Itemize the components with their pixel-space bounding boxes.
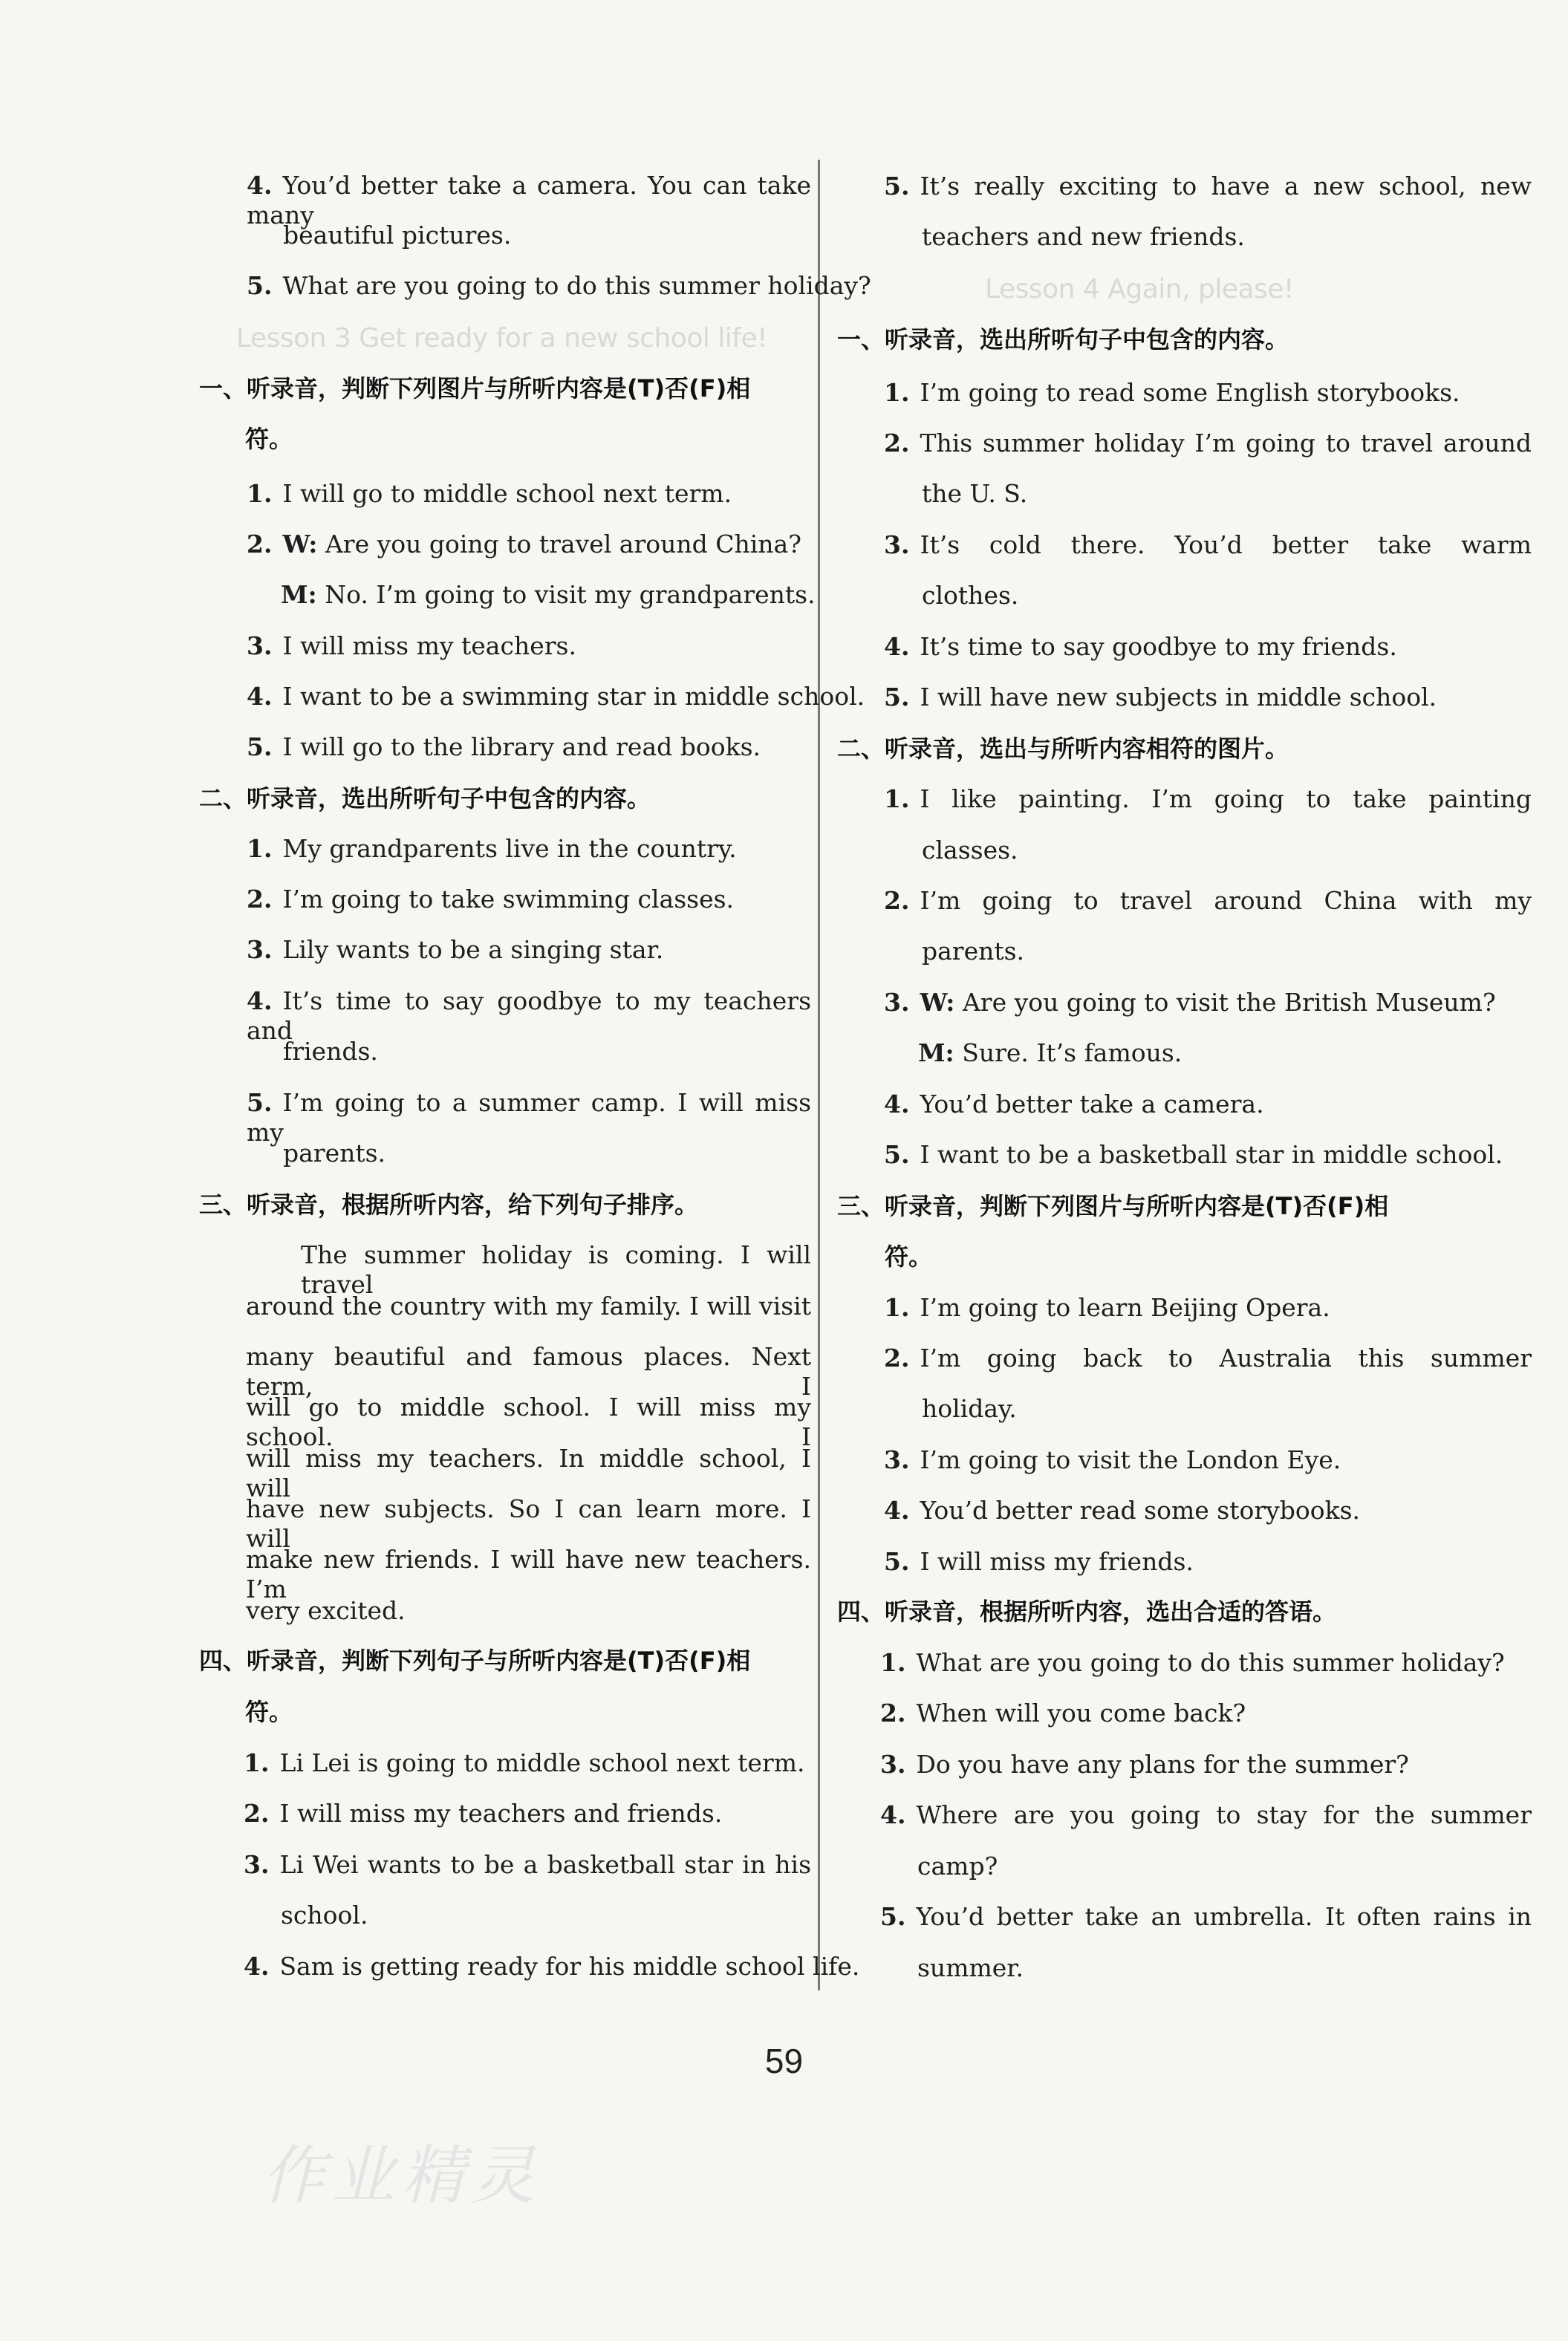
list-item-dialogue: M: Sure. It’s famous. [918, 1038, 1182, 1067]
list-item: 3. It’s cold there. You’d better take warm [884, 530, 1532, 559]
lesson-title: Lesson 4 Again, please! [985, 274, 1294, 305]
list-item: 3. I’m going to visit the London Eye. [884, 1445, 1341, 1474]
section-heading: 四、听录音，根据所听内容，选出合适的答语。 [837, 1598, 1337, 1626]
list-item: 4. You’d better read some storybooks. [884, 1496, 1361, 1525]
list-item: 4. It’s time to say goodbye to my teachers and [247, 986, 811, 1045]
list-item-continuation: beautiful pictures. [283, 221, 512, 250]
list-item: 5. What are you going to do this summer holiday? [247, 271, 871, 300]
list-item: 1. I’m going to read some English storybooks. [884, 378, 1460, 407]
list-item: 5. I’m going to a summer camp. I will miss my [247, 1088, 811, 1147]
list-item: 4. It’s time to say goodbye to my friends. [884, 632, 1397, 661]
list-item-continuation: friends. [283, 1037, 378, 1066]
list-item: 2. W: Are you going to travel around China? [247, 530, 801, 559]
list-item: 2. I will miss my teachers and friends. [244, 1799, 723, 1828]
passage-line: around the country with my family. I will visit [246, 1292, 811, 1321]
section-heading-continuation: 符。 [245, 425, 293, 453]
section-heading: 三、听录音，根据所听内容，给下列句子排序。 [199, 1191, 699, 1219]
list-item: 2. I’m going to travel around China with my [884, 886, 1532, 915]
list-item: 5. I will miss my friends. [884, 1547, 1194, 1576]
list-item: 1. My grandparents live in the country. [247, 834, 737, 863]
list-item: 4. I want to be a swimming star in middle school. [247, 682, 865, 711]
section-heading: 二、听录音，选出与所听内容相符的图片。 [837, 735, 1289, 763]
list-item: 1. I like painting. I’m going to take painting [884, 784, 1532, 813]
list-item: 1. Li Lei is going to middle school next term. [244, 1748, 805, 1777]
list-item: 1. I will go to middle school next term. [247, 479, 732, 508]
passage-line: The summer holiday is coming. I will travel [301, 1240, 811, 1299]
list-item: 3. Do you have any plans for the summer? [880, 1750, 1409, 1779]
list-item-continuation: camp? [917, 1852, 998, 1881]
page-number: 59 [764, 2042, 804, 2080]
list-item-dialogue: M: No. I’m going to visit my grandparents. [281, 580, 816, 609]
list-item-continuation: summer. [917, 1953, 1024, 1982]
list-item: 4. Sam is getting ready for his middle school life. [244, 1952, 860, 1981]
list-item: 5. I will go to the library and read books. [247, 732, 761, 761]
section-heading: 一、听录音，判断下列图片与所听内容是(T)否(F)相 [199, 374, 751, 403]
section-heading: 一、听录音，选出所听句子中包含的内容。 [837, 325, 1289, 354]
section-heading: 三、听录音，判断下列图片与所听内容是(T)否(F)相 [837, 1192, 1389, 1220]
list-item: 3. Lily wants to be a singing star. [247, 935, 664, 964]
passage-line: have new subjects. So I can learn more. I will [246, 1494, 811, 1553]
passage-line: very excited. [246, 1596, 406, 1625]
passage-line: will go to middle school. I will miss my school. I [246, 1393, 811, 1451]
list-item: 5. It’s really exciting to have a new school, new [884, 172, 1532, 201]
list-item: 4. You’d better take a camera. You can take many [247, 171, 811, 229]
list-item: 2. I’m going back to Australia this summer [884, 1344, 1532, 1373]
list-item: 4. Where are you going to stay for the summer [880, 1800, 1532, 1829]
list-item: 1. What are you going to do this summer holiday? [880, 1648, 1505, 1677]
list-item-continuation: holiday. [922, 1394, 1017, 1423]
list-item-continuation: clothes. [922, 581, 1019, 610]
list-item-continuation: parents. [283, 1139, 386, 1168]
section-heading: 四、听录音，判断下列句子与所听内容是(T)否(F)相 [199, 1647, 751, 1675]
column-divider [818, 160, 820, 1990]
lesson-title: Lesson 3 Get ready for a new school life! [236, 323, 768, 354]
list-item: 5. You’d better take an umbrella. It often rains in [880, 1902, 1532, 1931]
list-item: 3. I will miss my teachers. [247, 631, 576, 660]
list-item-continuation: teachers and new friends. [922, 222, 1245, 251]
list-item-continuation: parents. [922, 937, 1025, 966]
passage-line: make new friends. I will have new teachers. I’m [246, 1545, 811, 1603]
list-item: 2. This summer holiday I’m going to travel around [884, 429, 1532, 458]
passage-line: will miss my teachers. In middle school, I will [246, 1444, 811, 1502]
list-item-continuation: classes. [922, 836, 1018, 865]
list-item: 2. I’m going to take swimming classes. [247, 885, 735, 914]
list-item: 3. Li Wei wants to be a basketball star in his [244, 1850, 811, 1879]
section-heading-continuation: 符。 [885, 1243, 933, 1271]
list-item: 4. You’d better take a camera. [884, 1090, 1264, 1119]
list-item: 3. W: Are you going to visit the British Museum? [884, 988, 1496, 1017]
passage-line: many beautiful and famous places. Next term, I [246, 1342, 811, 1401]
section-heading-continuation: 符。 [245, 1698, 293, 1726]
watermark-logo: 作业精灵 [261, 2139, 541, 2213]
list-item: 2. When will you come back? [880, 1699, 1246, 1728]
list-item-continuation: school. [281, 1901, 368, 1930]
list-item: 1. I’m going to learn Beijing Opera. [884, 1293, 1330, 1322]
list-item: 5. I want to be a basketball star in middle school. [884, 1140, 1503, 1169]
list-item-continuation: the U. S. [922, 479, 1028, 508]
section-heading: 二、听录音，选出所听句子中包含的内容。 [199, 784, 651, 813]
list-item: 5. I will have new subjects in middle school. [884, 683, 1437, 712]
